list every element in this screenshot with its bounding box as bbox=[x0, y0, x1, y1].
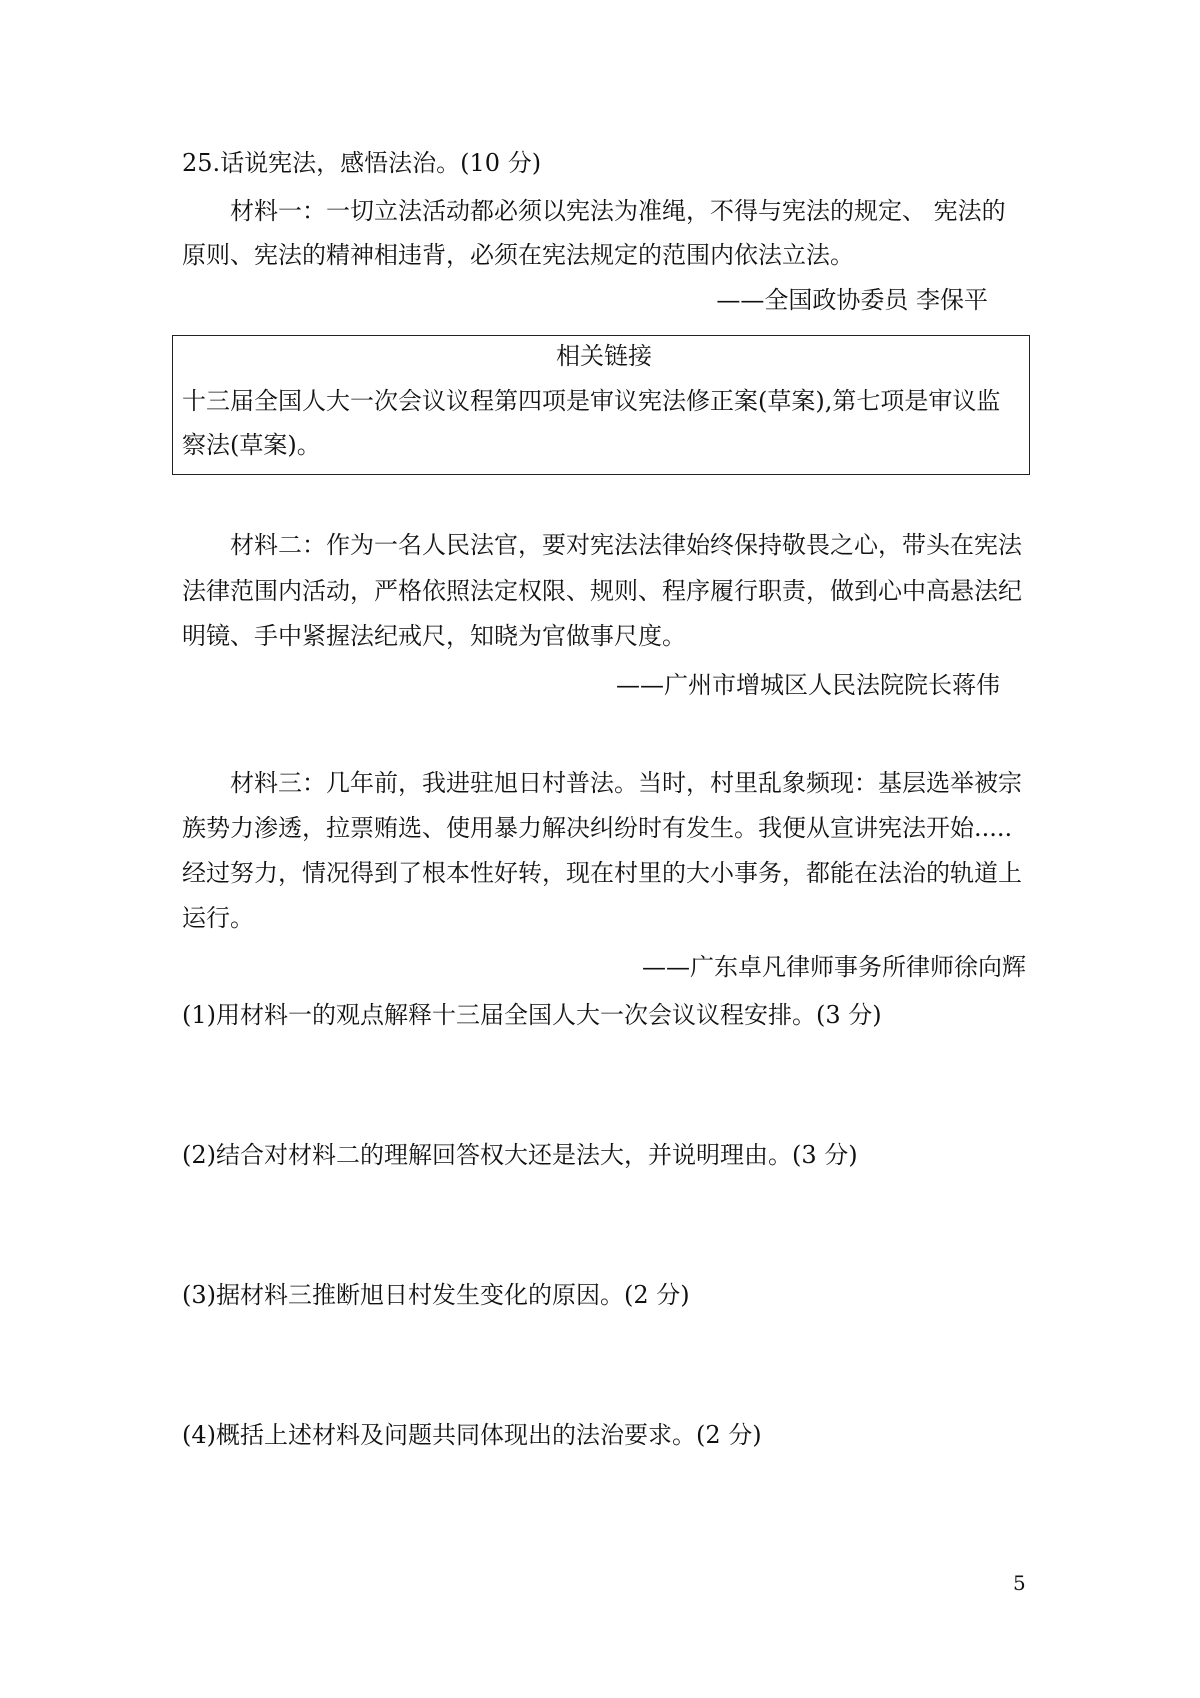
material2-source: ——广州市增城区人民法院院长蒋伟 bbox=[616, 671, 1000, 699]
material2-line-2: 法律范围内活动，严格依照法定权限、规则、程序履行职责，做到心中高悬法纪 bbox=[182, 577, 1022, 605]
sub-question-3: (3)据材料三推断旭日村发生变化的原因。(2 分) bbox=[182, 1281, 690, 1309]
material3-line-3: 经过努力，情况得到了根本性好转，现在村里的大小事务，都能在法治的轨道上 bbox=[182, 859, 1022, 887]
material3-line-4: 运行。 bbox=[182, 904, 254, 932]
material1-source: ——全国政协委员 李保平 bbox=[716, 286, 988, 314]
material3-line-2: 族势力渗透，拉票贿选、使用暴力解决纠纷时有发生。我便从宣讲宪法开始..... bbox=[182, 814, 1013, 842]
page-number: 5 bbox=[1013, 1571, 1026, 1595]
material2-line-1: 材料二：作为一名人民法官，要对宪法法律始终保持敬畏之心，带头在宪法 bbox=[230, 531, 1022, 559]
related-link-heading: 相关链接 bbox=[556, 342, 652, 370]
sub-question-1: (1)用材料一的观点解释十三届全国人大一次会议议程安排。(3 分) bbox=[182, 1001, 882, 1029]
material2-line-3: 明镜、手中紧握法纪戒尺，知晓为官做事尺度。 bbox=[182, 622, 686, 650]
related-link-line-2: 察法(草案)。 bbox=[182, 431, 321, 459]
question-title: 25.话说宪法，感悟法治。(10 分) bbox=[182, 149, 542, 177]
related-link-line-1: 十三届全国人大一次会议议程第四项是审议宪法修正案(草案),第七项是审议监 bbox=[182, 387, 1001, 415]
material3-source: ——广东卓凡律师事务所律师徐向辉 bbox=[642, 953, 1026, 981]
sub-question-2: (2)结合对材料二的理解回答权大还是法大，并说明理由。(3 分) bbox=[182, 1141, 858, 1169]
material3-line-1: 材料三：几年前，我进驻旭日村普法。当时，村里乱象频现：基层选举被宗 bbox=[230, 769, 1022, 797]
sub-question-4: (4)概括上述材料及问题共同体现出的法治要求。(2 分) bbox=[182, 1421, 762, 1449]
material1-line-1: 材料一：一切立法活动都必须以宪法为准绳，不得与宪法的规定、 宪法的 bbox=[230, 197, 1006, 225]
material1-line-2: 原则、宪法的精神相违背，必须在宪法规定的范围内依法立法。 bbox=[182, 241, 854, 269]
